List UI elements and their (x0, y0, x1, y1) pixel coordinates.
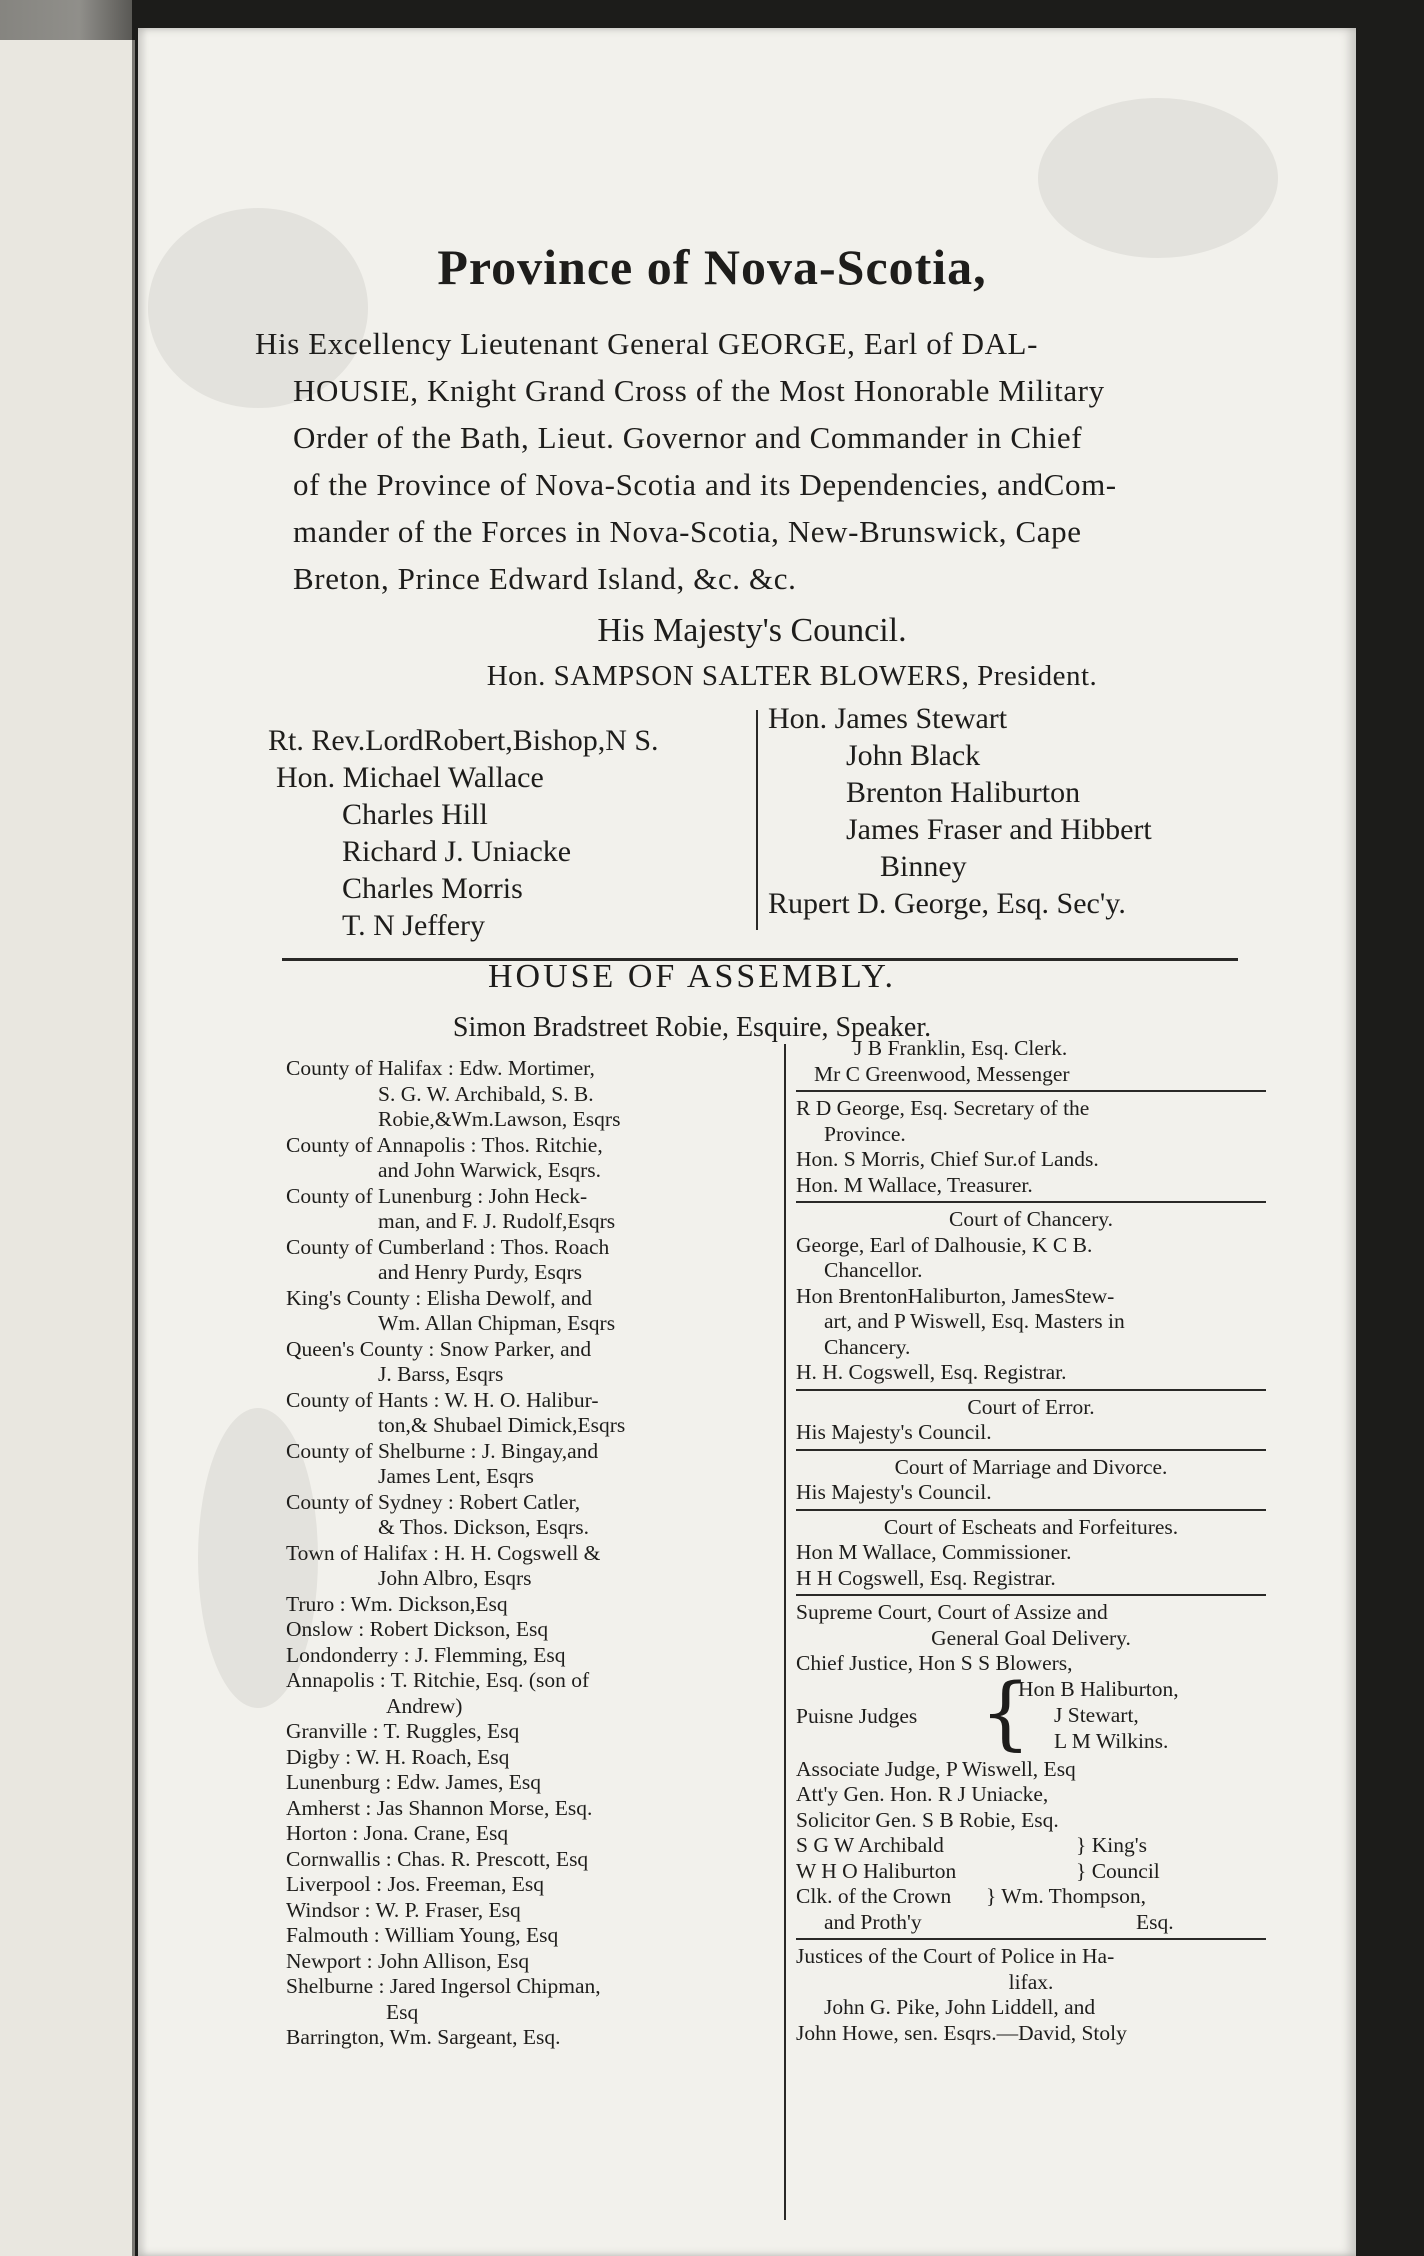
secretary-line: Province. (824, 1121, 906, 1146)
council-member: Brenton Haliburton (846, 776, 1081, 809)
member-entry (286, 1643, 782, 1669)
solicitor-line: Solicitor Gen. S B Robie, Esq. (796, 1807, 1059, 1832)
member-entry (286, 1056, 782, 1133)
puisne-judge: J Stewart, (1054, 1702, 1139, 1727)
member-entry (286, 1770, 782, 1796)
member-line: and John Warwick, Esqrs. (378, 1158, 601, 1182)
masters-line: Hon BrentonHaliburton, JamesStew- (796, 1283, 1115, 1308)
member-entry (286, 1974, 782, 2025)
clerk-crown-title: Clk. of the Crown (796, 1884, 952, 1908)
puisne-judge: Hon B Haliburton, (1018, 1676, 1179, 1701)
attorney-line: Att'y Gen. Hon. R J Uniacke, (796, 1782, 1049, 1806)
member-line: and Henry Purdy, Esqrs (378, 1260, 583, 1284)
intro-line: mander of the Forces in Nova-Scotia, New-Brunswick, Cape (293, 514, 1082, 549)
member-entry (286, 1184, 782, 1235)
council-president: Hon. SAMPSON SALTER BLOWERS, President. (486, 660, 1098, 692)
chief-justice-line: Chief Justice, Hon S S Blowers, (796, 1651, 1073, 1675)
officers-column (796, 1036, 1266, 2046)
kings-council-label: } King's (1076, 1833, 1147, 1857)
member-line: Londonderry : J. Flemming, Esq (286, 1642, 566, 1667)
council-member: James Fraser and Hibbert (846, 813, 1152, 846)
member-line: James Lent, Esqrs (378, 1464, 534, 1488)
court-heading: Court of Error. (967, 1394, 1095, 1419)
council-member: Binney (880, 850, 967, 883)
member-line: Andrew) (386, 1693, 463, 1718)
court-member-line: H H Cogswell, Esq. Registrar. (796, 1565, 1056, 1590)
member-line: County of Cumberland : Thos. Roach (286, 1234, 610, 1259)
chancellor-line: George, Earl of Dalhousie, K C B. (796, 1232, 1093, 1257)
kings-council-name: W H O Haliburton (796, 1858, 957, 1883)
member-line: County of Annapolis : Thos. Ritchie, (286, 1132, 603, 1157)
separator (796, 1594, 1266, 1596)
messenger-line: Mr C Greenwood, Messenger (814, 1061, 1070, 1086)
chancellor-line: Chancellor. (824, 1258, 923, 1282)
member-entry (286, 1235, 782, 1286)
member-line: Digby : W. H. Roach, Esq (286, 1744, 510, 1769)
member-entry (286, 1541, 782, 1592)
brace-glyph: { (980, 1665, 1031, 1759)
member-line: Barrington, Wm. Sargeant, Esq. (286, 2025, 561, 2049)
council-heading: His Majesty's Council. (597, 612, 907, 649)
member-entry (286, 1847, 782, 1873)
separator (796, 1201, 1266, 1203)
member-entry (286, 1796, 782, 1822)
secretary-line: R D George, Esq. Secretary of the (796, 1096, 1090, 1120)
intro-line: His Excellency Lieutenant General GEORGE, Earl of DAL- (255, 326, 1039, 361)
clerk-crown-title: and Proth'y (824, 1909, 922, 1934)
member-entry (286, 1286, 782, 1337)
member-line: Wm. Allan Chipman, Esqrs (378, 1311, 616, 1335)
member-line: man, and F. J. Rudolf,Esqrs (378, 1209, 616, 1233)
column-divider (784, 1044, 786, 2220)
member-line: Town of Halifax : H. H. Cogswell & (286, 1540, 601, 1565)
separator (796, 1938, 1266, 1940)
member-line: Falmouth : William Young, Esq (286, 1923, 559, 1947)
member-line: County of Halifax : Edw. Mortimer, (286, 1056, 595, 1080)
council-member: Hon. James Stewart (768, 702, 1008, 735)
registrar-line: H. H. Cogswell, Esq. Registrar. (796, 1360, 1067, 1384)
kings-council-name: S G W Archibald (796, 1833, 944, 1857)
council-member: Charles Hill (342, 798, 488, 831)
member-entry (286, 1898, 782, 1924)
member-line: Horton : Jona. Crane, Esq (286, 1821, 509, 1845)
council-member: Richard J. Uniacke (342, 835, 572, 868)
member-line: Shelburne : Jared Ingersol Chipman, (286, 1974, 601, 1998)
council-secretary: Rupert D. George, Esq. Sec'y. (768, 887, 1126, 920)
assembly-heading: HOUSE OF ASSEMBLY. (487, 958, 896, 995)
member-entry (286, 1439, 782, 1490)
member-line: J. Barss, Esqrs (378, 1362, 504, 1386)
member-entry (286, 1872, 782, 1898)
member-line: S. G. W. Archibald, S. B. (378, 1081, 594, 1106)
council-right-column (768, 700, 1288, 922)
member-line: Amherst : Jas Shannon Morse, Esq. (286, 1795, 593, 1820)
council-member: Charles Morris (342, 872, 523, 905)
intro-line: HOUSIE, Knight Grand Cross of the Most Honorable Military (293, 373, 1105, 408)
member-entry (286, 1617, 782, 1643)
clerk-crown-name: } Wm. Thompson, (986, 1884, 1147, 1908)
court-heading: Court of Escheats and Forfeitures. (883, 1514, 1179, 1539)
member-line: County of Sydney : Robert Catler, (286, 1489, 581, 1514)
member-line: County of Shelburne : J. Bingay,and (286, 1438, 599, 1463)
intro-line: of the Province of Nova-Scotia and its Dependencies, andCom- (293, 467, 1117, 502)
member-line: Queen's County : Snow Parker, and (286, 1336, 592, 1361)
member-entry (286, 1490, 782, 1541)
member-entry (286, 1949, 782, 1975)
member-line: & Thos. Dickson, Esqrs. (378, 1515, 590, 1539)
member-line: ton,& Shubael Dimick,Esqrs (378, 1413, 626, 1437)
member-entry (286, 1133, 782, 1184)
member-entry (286, 1719, 782, 1745)
court-heading: General Goal Delivery. (931, 1625, 1131, 1650)
member-entry (286, 2025, 782, 2051)
court-member-line: His Majesty's Council. (796, 1480, 992, 1504)
court-member-line: Hon M Wallace, Commissioner. (796, 1540, 1072, 1564)
assembly-speaker: Simon Bradstreet Robie, Esquire, Speaker. (452, 1012, 932, 1043)
intro-line: Breton, Prince Edward Island, &c. &c. (293, 561, 797, 596)
member-line: Onslow : Robert Dickson, Esq (286, 1617, 549, 1641)
puisne-judges-group (796, 1665, 1266, 1759)
surveyor-line: Hon. S Morris, Chief Sur.of Lands. (796, 1147, 1099, 1171)
court-heading: lifax. (1008, 1969, 1054, 1994)
separator (796, 1389, 1266, 1391)
member-line: Lunenburg : Edw. James, Esq (286, 1770, 541, 1794)
council-member: John Black (846, 739, 981, 772)
clerk-crown-row (796, 1884, 1266, 1910)
court-heading: Justices of the Court of Police in Ha- (796, 1944, 1115, 1968)
member-entry (286, 1592, 782, 1618)
masters-line: Chancery. (824, 1334, 911, 1359)
court-heading: Court of Marriage and Divorce. (894, 1454, 1168, 1479)
member-entry (286, 1821, 782, 1847)
assembly-members-column (286, 1056, 782, 2051)
separator (796, 1090, 1266, 1092)
member-line: Robie,&Wm.Lawson, Esqrs (378, 1107, 621, 1131)
kings-council-label: } Council (1076, 1858, 1160, 1883)
member-line: John Albro, Esqrs (378, 1566, 532, 1590)
member-line: King's County : Elisha Dewolf, and (286, 1285, 593, 1310)
puisne-judge: L M Wilkins. (1054, 1728, 1169, 1753)
member-line: Truro : Wm. Dickson,Esq (286, 1591, 508, 1616)
court-heading: Supreme Court, Court of Assize and (796, 1600, 1108, 1624)
puisne-label: Puisne Judges (796, 1703, 918, 1728)
member-entry (286, 1923, 782, 1949)
facing-page (0, 40, 135, 2256)
member-entry (286, 1337, 782, 1388)
member-line: Esq (386, 1999, 419, 2024)
kings-council-row (796, 1833, 1266, 1859)
kings-council-row (796, 1859, 1266, 1885)
masters-line: art, and P Wiswell, Esq. Masters in (824, 1309, 1125, 1333)
member-entry (286, 1745, 782, 1771)
police-justice-line: John Howe, sen. Esqrs.—David, Stoly (796, 2020, 1127, 2045)
member-line: Granville : T. Ruggles, Esq (286, 1719, 520, 1743)
council-member: T. N Jeffery (342, 909, 485, 942)
member-entry (286, 1388, 782, 1439)
court-heading: Court of Chancery. (949, 1207, 1113, 1231)
member-line: Windsor : W. P. Fraser, Esq (286, 1897, 521, 1922)
member-line: Liverpool : Jos. Freeman, Esq (286, 1872, 544, 1896)
separator (796, 1509, 1266, 1511)
council-member: Hon. Michael Wallace (276, 761, 544, 794)
council-member: Rt. Rev.LordRobert,Bishop,N S. (268, 724, 659, 757)
governor-intro (255, 320, 1235, 602)
intro-line: Order of the Bath, Lieut. Governor and Commander in Chief (293, 420, 1083, 455)
page-title: Province of Nova-Scotia, (437, 239, 987, 295)
police-justice-line: John G. Pike, John Liddell, and (824, 1995, 1096, 2019)
member-line: Newport : John Allison, Esq (286, 1948, 530, 1973)
member-line: County of Hants : W. H. O. Halibur- (286, 1387, 599, 1412)
page-stain (1038, 98, 1278, 258)
member-entry (286, 1668, 782, 1719)
council-left-column (268, 722, 748, 944)
treasurer-line: Hon. M Wallace, Treasurer. (796, 1172, 1033, 1197)
associate-line: Associate Judge, P Wiswell, Esq (796, 1756, 1076, 1781)
council-divider (756, 710, 758, 930)
member-line: County of Lunenburg : John Heck- (286, 1183, 588, 1208)
clerk-crown-row (796, 1910, 1266, 1936)
member-line: Annapolis : T. Ritchie, Esq. (son of (286, 1668, 590, 1692)
separator (796, 1449, 1266, 1451)
clerk-crown-name: Esq. (1136, 1909, 1174, 1934)
court-member-line: His Majesty's Council. (796, 1420, 992, 1444)
member-line: Cornwallis : Chas. R. Prescott, Esq (286, 1846, 589, 1871)
clerk-line: J B Franklin, Esq. Clerk. (854, 1036, 1068, 1060)
